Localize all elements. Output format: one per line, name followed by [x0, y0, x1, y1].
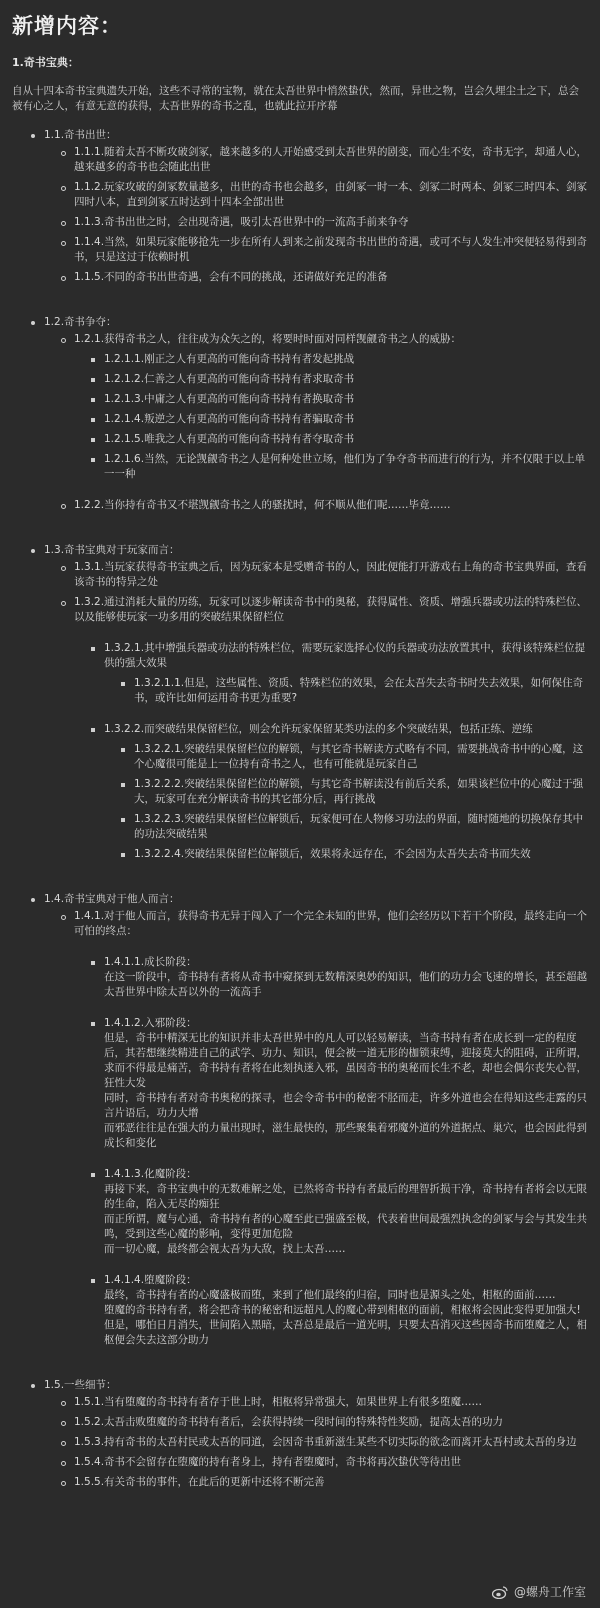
list-item: 1.3.2.2.2.突破结果保留栏位的解锁，与其它奇书解读没有前后关系，如果该栏位中的心魔过于强大，玩家可在充分解读奇书的其它部分后，再行挑战: [12, 777, 588, 807]
section-1-5: [12, 1378, 588, 1490]
phase-item: [12, 1016, 588, 1151]
list-item: 1.3.1.当玩家获得奇书宝典之后，因为玩家本是受赠奇书的人，因此便能打开游戏右上角的奇书宝典界面，查看该奇书的特异之处: [12, 560, 588, 590]
phase-heading: 1.4.1.2.入邪阶段：: [104, 1017, 197, 1029]
section-title: 1.奇书宝典：: [12, 56, 79, 69]
section-1-3: [12, 543, 588, 862]
section-1-4: [12, 892, 588, 1348]
phase-heading: 1.4.1.4.堕魔阶段：: [104, 1274, 197, 1286]
list-item: 1.5.1.当有堕魔的奇书持有者存于世上时，相枢将异常强大，如果世界上有很多堕魔……: [12, 1395, 588, 1410]
section-1-1: [12, 128, 588, 285]
section-1-1-title: 1.1.奇书出世：: [12, 128, 588, 143]
weibo-icon: [492, 1585, 508, 1599]
phase-item: [12, 1167, 588, 1257]
list-item: 1.2.2.当你持有奇书又不堪觊觎奇书之人的骚扰时，何不顺从他们呢……毕竟……: [12, 498, 588, 513]
list-item: 1.1.4.当然，如果玩家能够抢先一步在所有人到来之前发现奇书出世的奇遇，或可不与人发生冲突便轻易得到奇书，只是这过于依赖时机: [12, 235, 588, 265]
list-item: 1.1.2.玩家攻破的剑冢数量越多，出世的奇书也会越多，由剑冢一时一本、剑冢二时两本、剑冢三时四本、剑冢四时八本，直到剑冢五时达到十四本全部出世: [12, 180, 588, 210]
phase-body: 最终，奇书持有者的心魔盛极而堕，来到了他们最终的归宿，同时也是源头之处，相枢的面前…… 堕魔的奇书持有者，将会把奇书的秘密和远超凡人的魔心带到相枢的面前，相枢将会因此变得更加强大! 但是，哪怕日月消失，世间陷入黑暗，太吾总是最后一道光明，只要太吾消灭这些因奇书而堕魔之人，相枢便会失去这部分助力: [104, 1289, 587, 1346]
list-item: 1.3.2.2.而突破结果保留栏位，则会允许玩家保留某类功法的多个突破结果，包括正练、逆练: [12, 722, 588, 737]
list-item: 1.1.1.随着太吾不断攻破剑冢，越来越多的人开始感受到太吾世界的剧变，而心生不安，奇书无字，却通人心，越来越多的奇书也会随此出世: [12, 145, 588, 175]
phase-body: 再接下来，奇书宝典中的无数难解之处，已然将奇书持有者最后的理智折损干净，奇书持有者将会以无限的生命，陷入无尽的痴狂 而正所谓，魔与心通，奇书持有者的心魔至此已强盛至极，代表着世间最强烈执念的剑冢与会与其发生共鸣，受到这些心魔的影响，变得更加危险 而一切心魔，最终都会视太吾为大敌，找上太吾……: [104, 1183, 587, 1255]
phase-body: 但是，奇书中精深无比的知识并非太吾世界中的凡人可以轻易解读，当奇书持有者在成长到一定的程度后，其若想继续精进自己的武学、功力、知识，便会被一道无形的枷锁束缚，迎接莫大的阻碍，正所谓，求而不得最是痛苦，奇书持有者将在此刻执迷入邪，虽因奇书的奥秘而长生不老，却也会偶尔丧失心智，狂性大发 同时，奇书持有者对奇书奥秘的探寻，也会令奇书中的秘密不胫而走，许多外道也会在得知这些走露的只言片语后，功力大增 而邪恶往往是在强大的力量出现时，滋生最快的，那些聚集着邪魔外道的外道据点、巢穴，也会因此得到成长和变化: [104, 1032, 587, 1149]
list-item: 1.3.2.2.4.突破结果保留栏位解锁后，效果将永远存在，不会因为太吾失去奇书而失效: [12, 847, 588, 862]
list-item: 1.1.5.不同的奇书出世奇遇，会有不同的挑战，还请做好充足的准备: [12, 270, 588, 285]
list-item: 1.5.4.奇书不会留存在堕魔的持有者身上，持有者堕魔时，奇书将再次蛰伏等待出世: [12, 1455, 588, 1470]
section-1-4-title: 1.4.奇书宝典对于他人而言：: [12, 892, 588, 907]
list-item: 1.2.1.1.刚正之人有更高的可能向奇书持有者发起挑战: [12, 352, 588, 367]
section-1-5-title: 1.5.一些细节：: [12, 1378, 588, 1393]
phase-item: [12, 955, 588, 1000]
section-1-3-title: 1.3.奇书宝典对于玩家而言：: [12, 543, 588, 558]
list-item: 1.2.1.6.当然，无论觊觎奇书之人是何种处世立场，他们为了争夺奇书而进行的行为，并不仅限于以上单一一种: [12, 452, 588, 482]
page-title: 新增内容：: [12, 14, 122, 38]
list-item: 1.5.2.太吾击败堕魔的奇书持有者后，会获得持续一段时间的特殊特性奖励，提高太吾的功力: [12, 1415, 588, 1430]
watermark: [492, 1583, 586, 1600]
list-item: 1.3.2.通过消耗大量的历练，玩家可以逐步解读奇书中的奥秘，获得属性、资质、增强兵器或功法的特殊栏位、以及能够使玩家一功多用的突破结果保留栏位: [12, 595, 588, 625]
section-1-2: [12, 315, 588, 513]
section-1-2-title: 1.2.奇书争夺：: [12, 315, 588, 330]
list-item: 1.3.2.2.1.突破结果保留栏位的解锁，与其它奇书解读方式略有不同，需要挑战奇书中的心魔，这个心魔很可能是上一位持有奇书之人，也有可能就是玩家自己: [12, 742, 588, 772]
list-item: 1.2.1.3.中庸之人有更高的可能向奇书持有者换取奇书: [12, 392, 588, 407]
list-item: 1.2.1.2.仁善之人有更高的可能向奇书持有者求取奇书: [12, 372, 588, 387]
list-item: 1.2.1.获得奇书之人，往往成为众矢之的，将要时时面对同样觊觎奇书之人的威胁：: [12, 332, 588, 347]
intro-paragraph: 自从十四本奇书宝典遗失开始，这些不寻常的宝物，就在太吾世界中悄然蛰伏，然而，异世之物，岂会久埋尘土之下，总会被有心之人，有意无意的获得，太吾世界的奇书之乱，也就此拉开序幕: [12, 85, 579, 112]
watermark-text: @螺舟工作室: [513, 1585, 586, 1599]
list-item: 1.5.3.持有奇书的太吾村民或太吾的同道，会因奇书重新滋生某些不切实际的欲念而离开太吾村或太吾的身边: [12, 1435, 588, 1450]
phase-heading: 1.4.1.3.化魔阶段：: [104, 1168, 197, 1180]
list-item: 1.2.1.5.唯我之人有更高的可能向奇书持有者夺取奇书: [12, 432, 588, 447]
list-item: 1.3.2.1.1.但是，这些属性、资质、特殊栏位的效果，会在太吾失去奇书时失去效果，如何保住奇书，或许比如何运用奇书更为重要?: [12, 676, 588, 706]
phase-item: [12, 1273, 588, 1348]
list-item: 1.4.1.对于他人而言，获得奇书无异于闯入了一个完全未知的世界，他们会经历以下若干个阶段，最终走向一个可怕的终点：: [12, 909, 588, 939]
list-item: 1.2.1.4.叛逆之人有更高的可能向奇书持有者骗取奇书: [12, 412, 588, 427]
list-item: 1.3.2.1.其中增强兵器或功法的特殊栏位，需要玩家选择心仪的兵器或功法放置其中，获得该特殊栏位提供的强大效果: [12, 641, 588, 671]
phase-heading: 1.4.1.1.成长阶段：: [104, 956, 197, 968]
phase-body: 在这一阶段中，奇书持有者将从奇书中窥探到无数精深奥妙的知识，他们的功力会飞速的增长，甚至超越太吾世界中除太吾以外的一流高手: [104, 971, 587, 998]
list-item: 1.3.2.2.3.突破结果保留栏位解锁后，玩家便可在人物修习功法的界面，随时随地的切换保存其中的功法突破结果: [12, 812, 588, 842]
list-item: 1.5.5.有关奇书的事件，在此后的更新中还将不断完善: [12, 1475, 588, 1490]
list-item: 1.1.3.奇书出世之时，会出现奇遇，吸引太吾世界中的一流高手前来争夺: [12, 215, 588, 230]
